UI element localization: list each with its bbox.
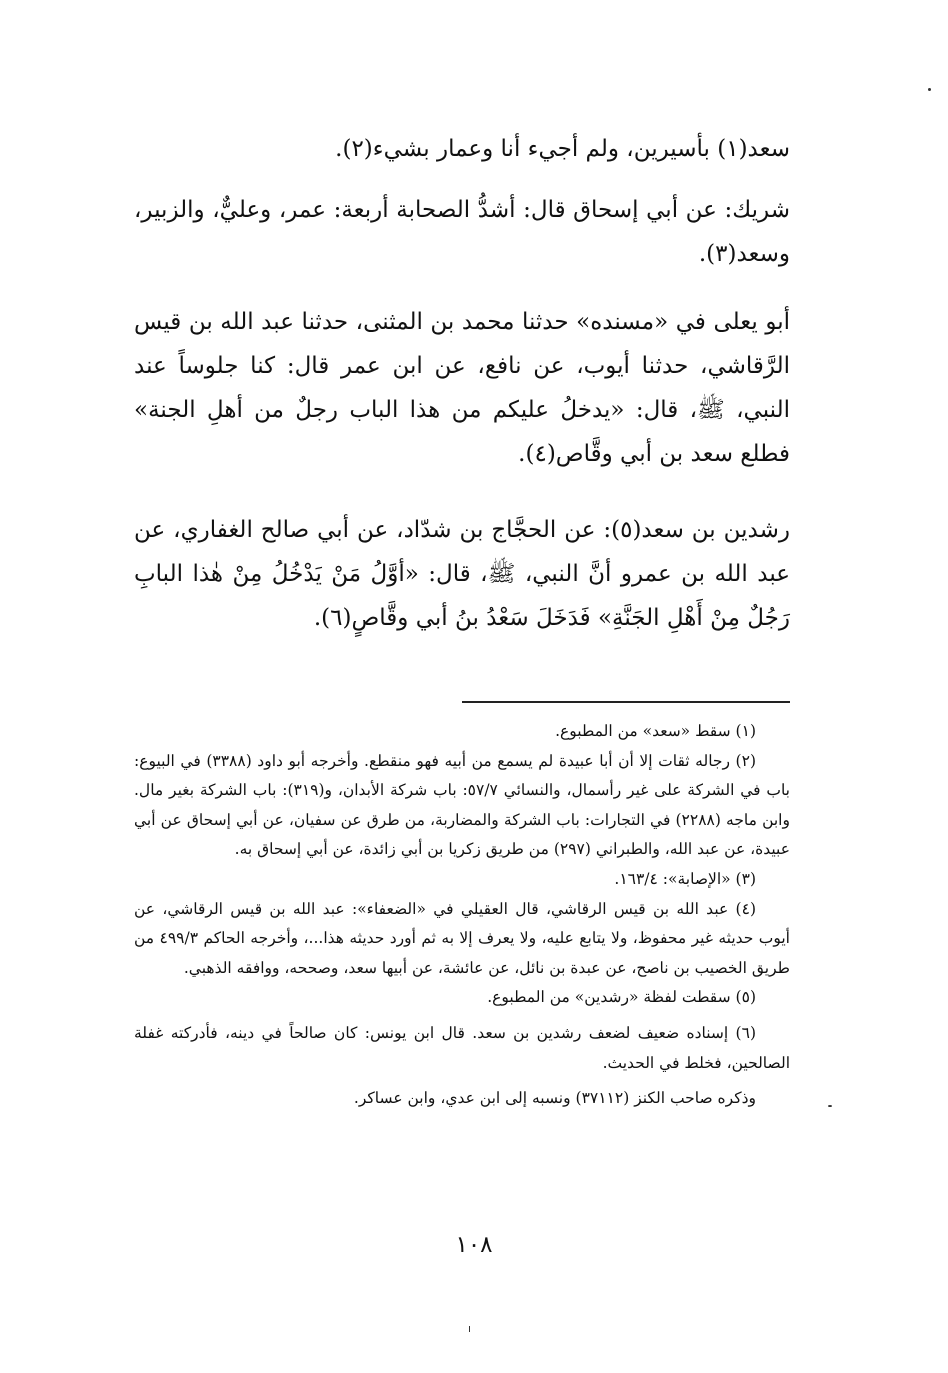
- scan-speck: [469, 1326, 470, 1332]
- para-4: رشدين بن سعد(٥): عن الحجَّاج بن شدّاد، عن أبي صالح الغفاري، عن عبد الله بن عمرو أنَّ النبي، ﷺ، قال: «أوَّلُ مَنْ يَدْخُلُ مِنْ هٰذا البابِ رَجُلٌ مِنْ أَهْلِ الجَنَّةِ» فَدَخَلَ سَعْدُ بنُ أبي وقَّاصٍ(٦).: [134, 517, 791, 631]
- para-3: أبو يعلى في «مسنده» حدثنا محمد بن المثنى، حدثنا عبد الله بن قيس الرَّقاشي، حدثنا أيوب، عن نافع، عن ابن عمر قال: كنا جلوساً عند النبي، ﷺ، قال: «يدخلُ عليكم من هذا الباب رجلٌ من أهلِ الجنة» فطلع سعد بن أبي وقَّاص(٤).: [134, 309, 790, 467]
- footnote-4: (٤) عبد الله بن قيس الرقاشي، قال العقيلي في «الضعفاء»: عبد الله بن قيس الرقاشي، عن أيوب حديثه غير محفوظ، ولا يتابع عليه، ولا يعرف إلا به ثم أورد حديثه هذا...، وأخرجه الحاكم ٤٩٩/٣ من طريق الخصيب بن ناصح، عن عبدة بن نائل، عن عائشة، عن أبيها سعد، وصححه، ووافقه الذهبي.: [134, 899, 790, 977]
- scan-speck: [828, 1105, 832, 1107]
- scan-speck: [928, 88, 931, 91]
- main-text-para-1: [134, 127, 790, 171]
- footnote-1: (١) سقط «سعد» من المطبوع.: [555, 722, 756, 740]
- page-number: ١٠٨: [455, 1232, 493, 1258]
- footnote-5: (٥) سقطت لفظة «رشدين» من المطبوع.: [487, 988, 756, 1007]
- footnote-2: (٢) رجاله ثقات إلا أن أبا عبيدة لم يسمع من أبيه فهو منقطع. وأخرجه أبو داود (٣٣٨٨) في البيوع: باب في الشركة على غير رأسمال، والنسائي ٥٧/٧: باب شركة الأبدان، و(٣١٩): باب الشركة بغير مال. وابن ماجه (٢٢٨٨) في التجارات: باب الشركة والمضاربة، من طرق عن سفيان، عن أبي إسحاق عن أبي عبيدة، عن عبد الله، والطبراني (٢٩٧) من طريق زكريا بن أبي زائدة، عن أبي إسحاق به.: [134, 751, 790, 859]
- para-2: شريك: عن أبي إسحاق قال: أشدُّ الصحابة أربعة: عمر، وعليٌّ، والزبير، وسعد(٣).: [134, 197, 790, 267]
- footnote-6-continued: وذكره صاحب الكنز (٣٧١١٢) ونسبه إلى ابن عدي، وابن عساكر.: [353, 1089, 756, 1108]
- main-text-para-2: [134, 188, 790, 276]
- main-text-para-4: [134, 508, 790, 640]
- footnotes: [134, 717, 790, 1114]
- footnote-3: (٣) «الإصابة»: ١٦٣/٤.: [614, 869, 756, 888]
- main-text-para-3: [134, 300, 790, 476]
- para-1: سعد(١) بأسيرين، ولم أجيء أنا وعمار بشيء(٢).: [335, 136, 790, 162]
- footnote-6: (٦) إسناده ضعيف لضعف رشدين بن سعد. قال ابن يونس: كان صالحاً في دينه، فأدركته غفلة الصالحين، فخلط في الحديث.: [134, 1023, 790, 1072]
- footnote-separator: [462, 701, 790, 703]
